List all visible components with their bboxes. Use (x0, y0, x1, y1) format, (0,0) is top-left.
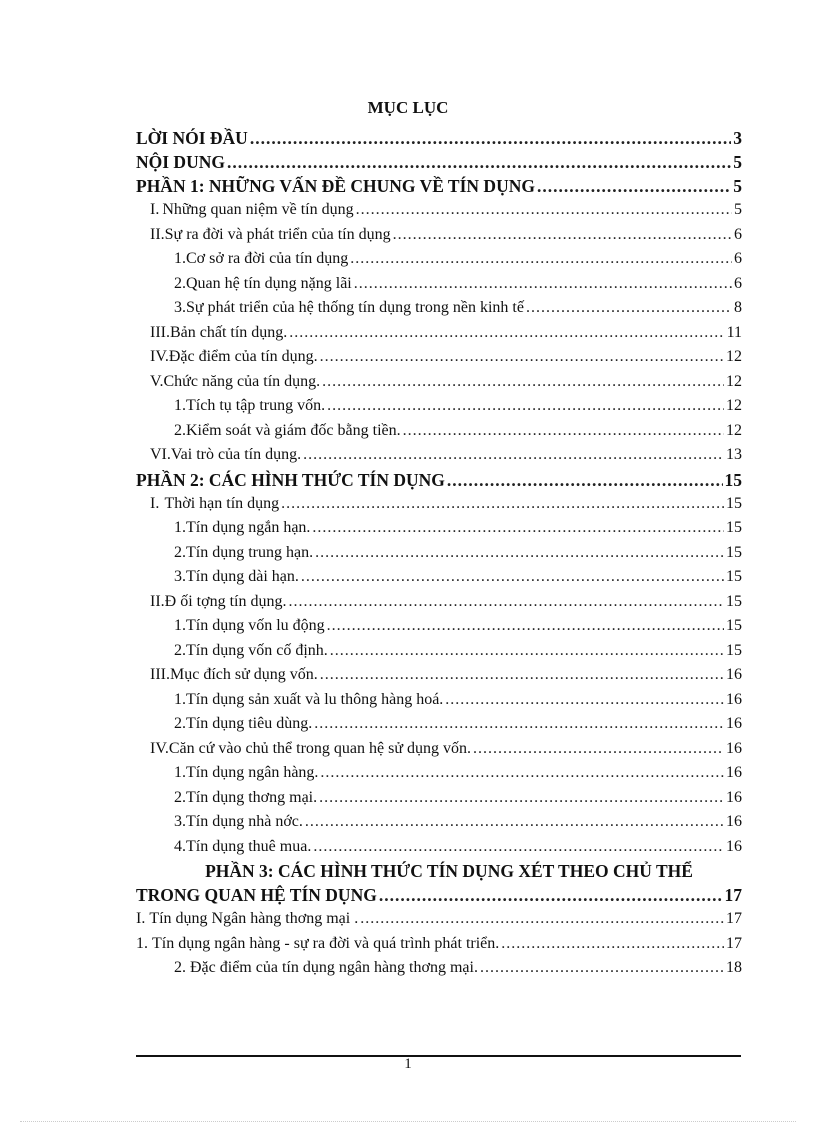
toc-entry-page: 17 (724, 885, 742, 905)
toc-entry-text: PHẦN 2: CÁC HÌNH THỨC TÍN DỤNG (136, 469, 445, 490)
toc-entry-text: TRONG QUAN HỆ TÍN DỤNG (136, 885, 377, 905)
toc-entry-number: 2. (174, 715, 186, 732)
toc-entry-page: 6 (734, 225, 742, 243)
toc-entry-text: Những quan niệm về tín dụng (162, 201, 354, 218)
leader-dots (501, 932, 724, 957)
leader-dots (314, 712, 724, 737)
toc-entry[interactable] (136, 247, 742, 272)
toc-entry-number: 2. (174, 959, 186, 976)
toc-entry-page: 15 (726, 641, 742, 659)
toc-entry[interactable] (136, 394, 742, 419)
leader-dots (320, 761, 724, 786)
toc-entry-page: 8 (734, 299, 742, 316)
leader-dots (320, 663, 724, 688)
toc-entry-text: Tín dụng ngắn hạn. (186, 519, 311, 536)
toc-entry-text: Quan hệ tín dụng nặng lãi (186, 274, 352, 292)
leader-dots (526, 296, 732, 321)
toc-entry-number: I. (150, 201, 160, 218)
toc-entry-number: 2. (174, 788, 186, 806)
toc-entry[interactable] (136, 835, 742, 860)
toc-entry-number: 2. (174, 421, 186, 439)
toc-entry-noi-dung[interactable] (136, 150, 742, 174)
toc-entry-text: Tín dụng dài hạn. (186, 568, 299, 585)
toc-entry-number: 1. (174, 519, 186, 536)
toc-entry[interactable] (136, 737, 742, 762)
toc-entry-text: Tín dụng thơng mại. (186, 788, 318, 806)
toc-entry-page: 5 (733, 176, 742, 196)
leader-dots (312, 516, 724, 541)
leader-dots (313, 835, 724, 860)
toc-entry-number: IV. (150, 348, 169, 365)
toc-entry-text: Chức năng của tín dụng. (163, 372, 321, 390)
toc-entry-text: Đ ối tợng tín dụng. (164, 592, 287, 610)
toc-entry-text: Vai trò của tín dụng. (170, 446, 302, 463)
toc-entry-page: 6 (734, 250, 742, 267)
leader-dots (301, 565, 724, 590)
toc-entry-page: 12 (726, 348, 742, 365)
leader-dots (327, 394, 724, 419)
toc-entry-number: 4. (174, 837, 186, 855)
toc-entry-text: Tín dụng sản xuất và lu thông hàng hoá. (186, 690, 444, 708)
toc-entry-text: Thời hạn tín dụng (164, 494, 280, 512)
toc-entry-page: 15 (726, 592, 742, 610)
toc-entry-page: 16 (726, 690, 742, 708)
leader-dots (445, 688, 724, 713)
leader-dots (288, 590, 724, 615)
toc-entry[interactable] (136, 810, 742, 835)
toc-entry-text: Tín dụng nhà nớc. (186, 813, 303, 830)
toc-entry-text: Kiểm soát và giám đốc bằng tiền. (186, 421, 401, 439)
toc-entry-page: 6 (734, 274, 742, 292)
toc-entry[interactable] (136, 663, 742, 688)
leader-dots (327, 614, 724, 639)
toc-entry-text: LỜI NÓI ĐẦU (136, 128, 248, 148)
toc-entry-number: IV. (150, 739, 169, 757)
toc-entry-number: VI. (150, 446, 171, 463)
leader-dots (473, 737, 724, 762)
toc-entry-text: Tín dụng tiêu dùng. (186, 715, 313, 732)
leader-dots (330, 639, 724, 664)
toc-entry-page: 16 (726, 715, 742, 732)
toc-title: MỤC LỤC (367, 98, 449, 117)
toc-entry[interactable] (136, 614, 742, 639)
toc-entry-number: 3. (174, 568, 186, 585)
leader-dots (354, 272, 732, 297)
toc-entry-page: 16 (726, 788, 742, 806)
toc-entry-page: 18 (726, 959, 742, 976)
toc-entry-page: 3 (733, 128, 742, 148)
toc-entry-page: 15 (726, 494, 742, 512)
leader-dots (315, 541, 724, 566)
toc-entry-page: 5 (734, 201, 742, 218)
toc-entry-number: 1. (174, 690, 186, 708)
toc-entry-phan-3[interactable] (136, 883, 742, 907)
toc-entry-text: PHẦN 1: NHỮNG VẤN ĐỀ CHUNG VỀ TÍN DỤNG (136, 176, 535, 196)
toc-entry[interactable] (136, 198, 742, 223)
toc-entry-page: 5 (733, 152, 742, 172)
toc-entry-page: 12 (726, 421, 742, 439)
toc-entry-text: Tín dụng ngân hàng. (186, 764, 319, 781)
toc-entry-text: Cơ sở ra đời của tín dụng (186, 250, 349, 267)
toc-entry-text: Tín dụng vốn lu động (186, 617, 325, 634)
toc-entry[interactable] (136, 590, 742, 615)
toc-entry-page: 11 (726, 323, 742, 341)
toc-entry-number: 3. (174, 299, 186, 316)
toc-entry-number: III. (150, 666, 170, 683)
toc-entry-text: Tích tụ tập trung vốn. (186, 397, 326, 414)
toc-entry-page: 13 (726, 446, 742, 463)
table-of-contents (136, 126, 742, 981)
toc-entry-text: Tín dụng trung hạn. (186, 543, 314, 561)
toc-entry[interactable] (136, 761, 742, 786)
toc-entry-page: 16 (726, 837, 742, 855)
toc-entry-number: I. (136, 910, 146, 927)
toc-entry-number: 2. (174, 274, 186, 292)
toc-entry-page: 16 (726, 764, 742, 781)
toc-entry[interactable] (136, 321, 742, 346)
leader-dots (319, 786, 724, 811)
toc-entry-text: Tín dụng vốn cố định. (186, 641, 328, 659)
leader-dots (379, 883, 723, 907)
leader-dots (281, 492, 724, 517)
toc-entry[interactable] (136, 492, 742, 517)
toc-entry-number: 1. (174, 250, 186, 267)
toc-entry-text: Tín dụng Ngân hàng thơng mại . (149, 910, 359, 927)
toc-entry[interactable] (136, 956, 742, 981)
toc-entry-page: 17 (726, 934, 742, 952)
leader-dots (350, 247, 732, 272)
toc-entry-number: II. (150, 592, 165, 610)
toc-entry-phan-2[interactable] (136, 468, 742, 492)
leader-dots (480, 956, 724, 981)
leader-dots (356, 198, 732, 223)
toc-entry[interactable] (136, 712, 742, 737)
toc-entry-number: 3. (174, 813, 186, 830)
leader-dots (322, 370, 724, 395)
toc-entry-number: 1. (136, 934, 148, 952)
toc-entry[interactable] (136, 541, 742, 566)
leader-dots (250, 126, 731, 150)
toc-entry[interactable] (136, 419, 742, 444)
toc-entry-text: Đặc điểm của tín dụng ngân hàng thơng mại. (190, 959, 478, 976)
toc-entry-page: 17 (726, 910, 742, 927)
leader-dots (393, 223, 732, 248)
toc-entry-number: 1. (174, 764, 186, 781)
toc-entry[interactable] (136, 345, 742, 370)
toc-entry-number: I. (150, 494, 160, 512)
toc-entry-page: 16 (726, 813, 742, 830)
toc-entry[interactable] (136, 688, 742, 713)
toc-entry[interactable] (136, 296, 742, 321)
toc-entry-page: 16 (726, 666, 742, 683)
toc-entry-loi-noi-dau[interactable] (136, 126, 742, 150)
toc-entry-number: 2. (174, 641, 186, 659)
toc-entry-text: Tín dụng ngân hàng - sự ra đời và quá trình phát triển. (152, 934, 500, 952)
toc-entry-number: 1. (174, 617, 186, 634)
toc-entry[interactable] (136, 907, 742, 932)
toc-entry-text: Sự phát triển của hệ thống tín dụng trong nền kinh tế (186, 299, 524, 316)
leader-dots (360, 907, 724, 932)
toc-entry-page: 12 (726, 372, 742, 390)
toc-entry-phan-1[interactable] (136, 174, 742, 198)
toc-entry-text: Căn cứ vào chủ thể trong quan hệ sử dụng vốn. (168, 739, 471, 757)
toc-entry-page: 12 (726, 397, 742, 414)
toc-entry-text: NỘI DUNG (136, 152, 225, 172)
toc-entry[interactable] (136, 443, 742, 468)
toc-entry-text: Mục đích sử dụng vốn. (169, 666, 318, 683)
toc-entry[interactable] (136, 565, 742, 590)
leader-dots (289, 321, 724, 346)
toc-entry-number: III. (150, 323, 170, 341)
toc-entry[interactable] (136, 639, 742, 664)
leader-dots (320, 345, 724, 370)
toc-entry-text: Bản chất tín dụng. (169, 323, 288, 341)
toc-entry-page: 15 (726, 617, 742, 634)
toc-entry-phan-3-heading[interactable]: PHẦN 3: CÁC HÌNH THỨC TÍN DỤNG XÉT THEO CHỦ THỂ (205, 861, 693, 881)
toc-entry-number: V. (150, 372, 164, 390)
toc-entry-text: Đặc điểm của tín dụng. (168, 348, 318, 365)
toc-entry-page: 15 (726, 568, 742, 585)
toc-entry[interactable] (136, 932, 742, 957)
toc-entry-page: 16 (726, 739, 742, 757)
leader-dots (537, 174, 731, 198)
toc-entry[interactable] (136, 516, 742, 541)
toc-entry-page: 15 (726, 543, 742, 561)
toc-entry[interactable] (136, 223, 742, 248)
toc-entry-number: 2. (174, 543, 186, 561)
toc-entry[interactable] (136, 272, 742, 297)
leader-dots (403, 419, 724, 444)
toc-entry-text: Tín dụng thuê mua. (186, 837, 312, 855)
toc-entry[interactable] (136, 786, 742, 811)
toc-entry-text: Sự ra đời và phát triển của tín dụng (164, 225, 391, 243)
toc-entry-number: 1. (174, 397, 186, 414)
toc-entry-page: 15 (724, 469, 742, 490)
toc-entry-number: II. (150, 225, 165, 243)
leader-dots (305, 810, 724, 835)
leader-dots (303, 443, 724, 468)
leader-dots (227, 150, 731, 174)
toc-entry[interactable] (136, 370, 742, 395)
leader-dots (447, 468, 723, 492)
page-number: 1 (404, 1056, 412, 1072)
toc-entry-page: 15 (726, 519, 742, 536)
page-bottom-border (20, 1121, 796, 1122)
